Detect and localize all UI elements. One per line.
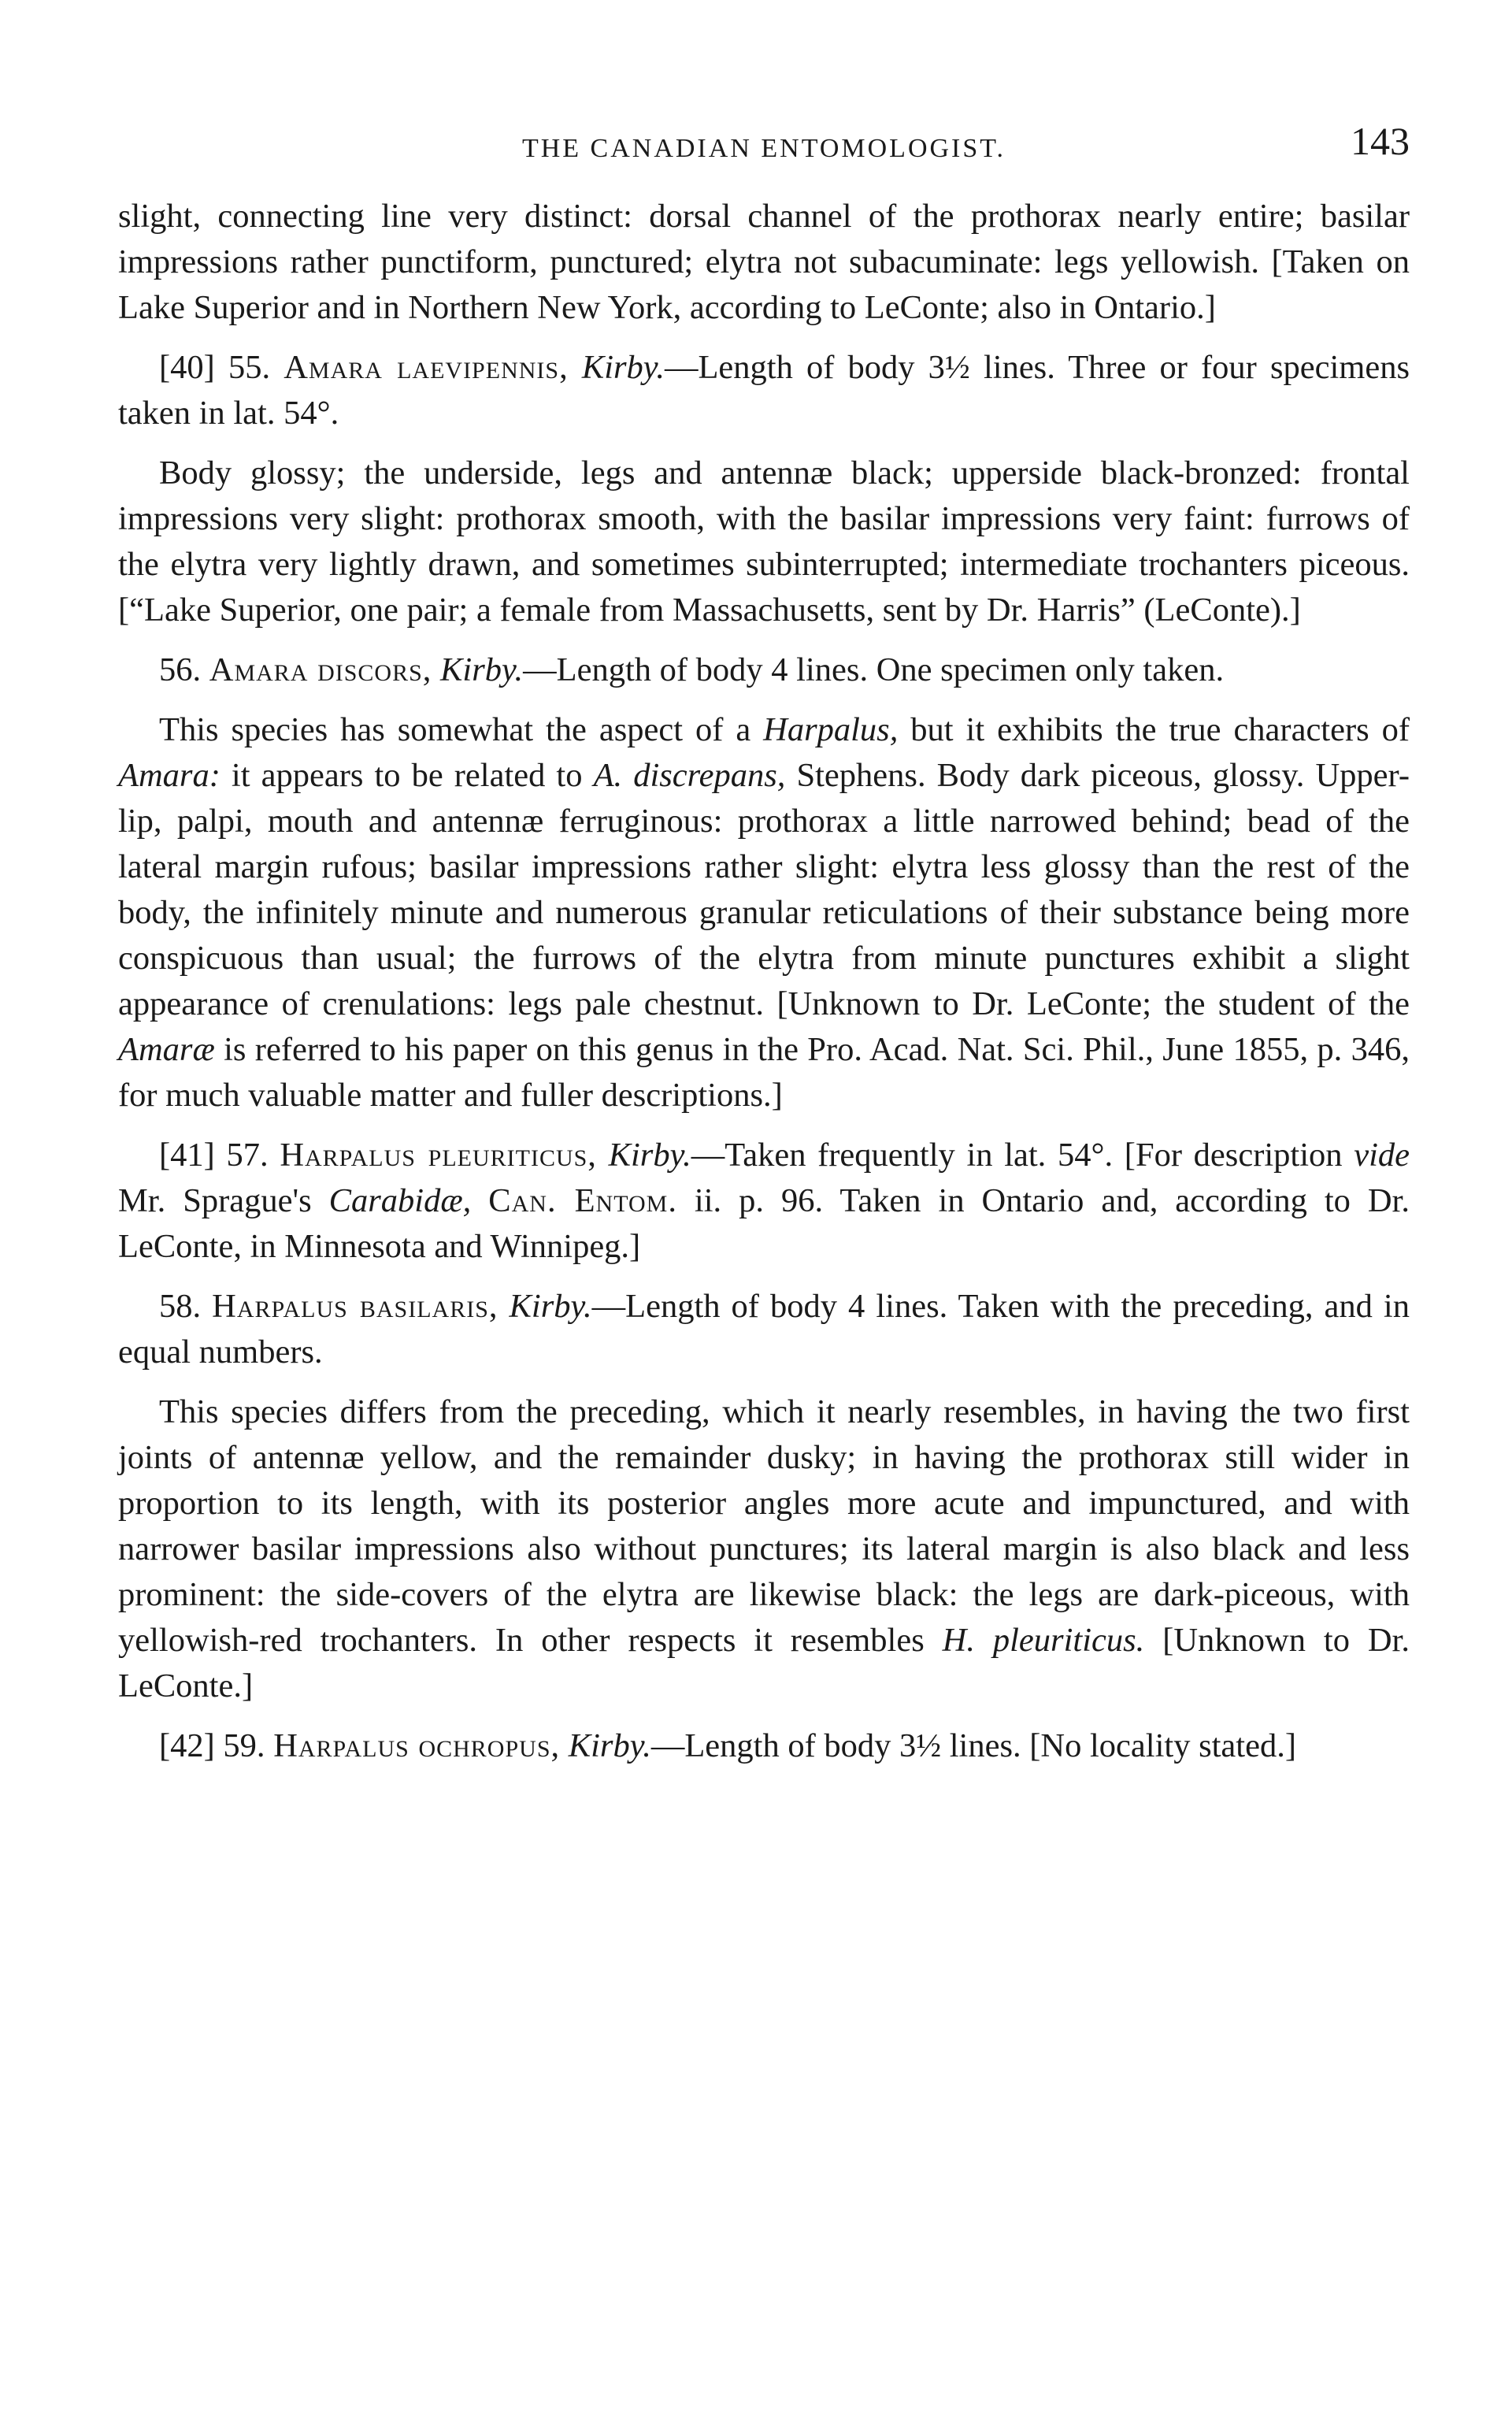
paragraph-text: slight, connecting line very distinct: dorsal channel of the prothorax nearly entire; basilar impressions rather punctiform, punctured; elytra not subacuminate: legs yellowish. [Taken on Lake Superior and in Northern New York, according to LeConte; also in Ontario.] (118, 198, 1410, 326)
text-run: —Taken frequently in lat. 54°. [For description (691, 1137, 1354, 1174)
running-header (118, 118, 1410, 173)
paragraph-continuation (118, 194, 1410, 331)
text-run: [Unknown to Dr. LeConte.] (118, 1622, 1410, 1704)
italic-run: H. pleuriticus. (942, 1622, 1145, 1659)
paragraph-text: Body glossy; the underside, legs and antennæ black; upperside black-bronzed: frontal impressions very slight: prothorax smooth, with the basilar impressions very faint: furrows of the elytra very lightly drawn, and sometimes subinterrupted; intermediate trochanters piceous. [“Lake Superior, one pair; a female from Massachusetts, sent by Dr. Harris” (LeConte).] (118, 454, 1410, 629)
species-entry-57 (118, 1133, 1410, 1270)
species-entry-58 (118, 1284, 1410, 1375)
text-run: ii. p. 96. Taken in Ontario and, according to Dr. LeConte, in Minnesota and Winnipeg.] (118, 1182, 1410, 1265)
italic-run: Amaræ (118, 1031, 215, 1068)
species-description-55 (118, 451, 1410, 633)
entry-text: —Length of body 4 lines. One specimen only taken. (523, 651, 1225, 688)
species-name: Harpalus basilaris, (212, 1288, 498, 1325)
italic-run: A. discrepans, (593, 757, 786, 794)
species-entry-55 (118, 345, 1410, 436)
journal-abbrev: Can. Entom. (488, 1182, 677, 1219)
text-run: it appears to be related to (220, 757, 594, 794)
species-entry-56 (118, 647, 1410, 693)
italic-run: vide (1354, 1137, 1410, 1174)
species-author: Kirby. (608, 1137, 691, 1174)
species-author: Kirby. (440, 651, 524, 688)
entry-text: —Length of body 4 lines. Taken with the preceding, and in equal numbers. (118, 1288, 1410, 1371)
running-title: THE CANADIAN ENTOMOLOGIST. (521, 134, 1006, 163)
italic-run: Harpalus, (763, 711, 899, 748)
entry-ref: [42] 59. (159, 1727, 265, 1764)
entry-text: —Length of body 3½ lines. Three or four specimens taken in lat. 54°. (118, 349, 1410, 432)
species-description-58 (118, 1389, 1410, 1709)
entry-ref: [41] 57. (159, 1137, 269, 1174)
entry-ref: [40] 55. (159, 349, 271, 386)
text-run: Mr. Sprague's (118, 1182, 329, 1219)
species-entry-59 (118, 1723, 1410, 1769)
text-run: is referred to his paper on this genus in the Pro. Acad. Nat. Sci. Phil., June 1855, p. 346, for much valuable matter and fuller descriptions.] (118, 1031, 1410, 1114)
species-description-56 (118, 707, 1410, 1118)
species-author: Kirby. (509, 1288, 592, 1325)
document-page (118, 118, 1410, 1783)
italic-run: Amara: (118, 757, 220, 794)
text-run: This species differs from the preceding, which it nearly resembles, in having the two first joints of antennæ yellow, and the remainder dusky; in having the prothorax still wider in proportion to its length, with its posterior angles more acute and impunctured, and with narrower basilar impressions also without punctures; its lateral margin is also black and less prominent: the side-covers of the elytra are likewise black: the legs are dark-piceous, with yellowish-red trochanters. In other respects it resembles (118, 1393, 1410, 1659)
text-run (471, 1182, 488, 1219)
text-run: This species has somewhat the aspect of a (159, 711, 764, 748)
species-name: Harpalus pleuriticus, (280, 1137, 597, 1174)
species-author: Kirby. (568, 1727, 651, 1764)
italic-run: Carabidæ, (328, 1182, 472, 1219)
species-name: Amara discors, (209, 651, 432, 688)
species-name: Amara laevipennis, (284, 349, 569, 386)
species-name: Harpalus ochropus, (273, 1727, 561, 1764)
text-run: Stephens. Body dark piceous, glossy. Upper-lip, palpi, mouth and antennæ ferruginous: prothorax a little narrowed behind; bead of the lateral margin rufous; basilar impressions rather slight: elytra less glossy than the rest of the body, the infinitely minute and numerous granular reticulations of their substance being more conspicuous than usual; the furrows of the elytra from minute punctures exhibit a slight appearance of crenulations: legs pale chestnut. [Unknown to Dr. LeConte; the student of the (118, 757, 1410, 1022)
page-number: 143 (1351, 119, 1410, 163)
text-run: but it exhibits the true characters of (898, 711, 1410, 748)
species-author: Kirby. (581, 349, 665, 386)
entry-ref: 58. (159, 1288, 202, 1325)
entry-ref: 56. (159, 651, 202, 688)
entry-text: —Length of body 3½ lines. [No locality stated.] (650, 1727, 1296, 1764)
